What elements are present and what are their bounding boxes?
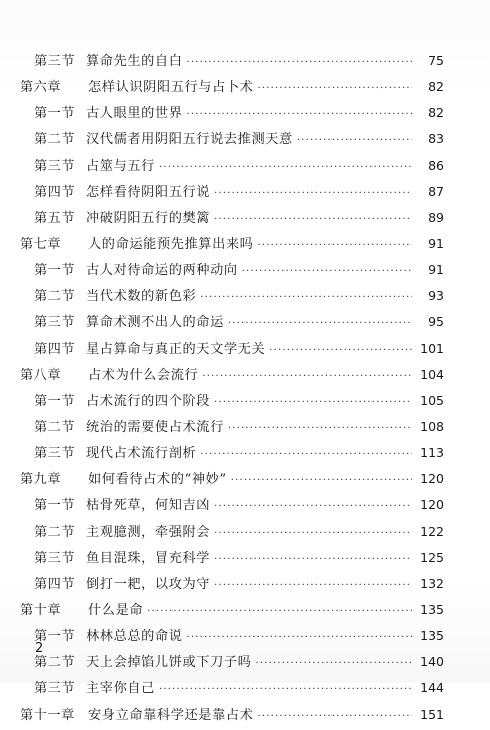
toc-entry-title: 安身立命靠科学还是靠占术	[88, 707, 254, 723]
toc-entry-page-number: 86	[428, 157, 444, 173]
toc-entry-title: 现代占术流行剖析	[86, 446, 197, 462]
toc-entry-page-number: 104	[420, 366, 444, 382]
dot-leader	[214, 573, 412, 599]
toc-entry-title: 天上会掉馅儿饼或下刀子吗	[86, 655, 252, 671]
toc-entry-label: 第二节	[34, 419, 76, 435]
toc-section-entry	[20, 48, 444, 74]
toc-entry-page-number: 82	[428, 105, 444, 121]
dot-leader	[257, 76, 412, 102]
toc-section-entry	[20, 153, 444, 179]
toc-section-entry	[20, 336, 444, 362]
toc-entry-label: 第一节	[34, 263, 76, 279]
toc-entry-title: 统治的需要使占术流行	[86, 419, 224, 435]
dot-leader	[187, 102, 412, 128]
toc-section-entry	[20, 545, 444, 571]
dot-leader	[255, 651, 412, 677]
page-number-footer: 2	[35, 641, 44, 656]
toc-entry-page-number: 87	[428, 183, 444, 199]
toc-chapter-entry	[20, 74, 444, 100]
dot-leader	[187, 50, 412, 76]
toc-entry-label: 第三节	[34, 446, 76, 462]
toc-entry-page-number: 140	[420, 654, 444, 670]
toc-entry-title: 鱼目混珠，冒充科学	[86, 550, 211, 566]
toc-entry-label: 第八章	[20, 367, 62, 383]
toc-entry-title: 占筮与五行	[86, 158, 155, 174]
dot-leader	[257, 233, 412, 259]
toc-entry-page-number: 113	[420, 445, 444, 461]
toc-entry-title: 汉代儒者用阴阳五行说去推测天意	[86, 132, 293, 148]
toc-entry-label: 第九章	[20, 472, 62, 488]
toc-chapter-entry	[20, 466, 444, 492]
toc-entry-page-number: 93	[428, 288, 444, 304]
toc-entry-page-number: 105	[420, 392, 444, 408]
dot-leader	[159, 677, 412, 703]
toc-entry-label: 第三节	[34, 158, 76, 174]
toc-entry-label: 第三节	[34, 681, 76, 697]
toc-section-entry	[20, 100, 444, 126]
toc-entry-title: 占术流行的四个阶段	[86, 393, 211, 409]
toc-entry-label: 第三节	[34, 315, 76, 331]
toc-entry-label: 第三节	[34, 550, 76, 566]
toc-section-entry	[20, 492, 444, 518]
toc-entry-title: 倒打一耙，以攻为守	[86, 576, 211, 592]
toc-entry-label: 第三节	[34, 54, 76, 69]
toc-chapter-entry	[20, 597, 444, 623]
toc-entry-title: 当代术数的新色彩	[86, 289, 197, 305]
toc-entry-title: 占术为什么会流行	[88, 367, 199, 383]
toc-entry-label: 第十章	[20, 602, 62, 618]
toc-entry-title: 枯骨死草，何知吉凶	[86, 498, 211, 514]
dot-leader	[228, 416, 412, 442]
toc-section-entry	[20, 675, 444, 701]
toc-entry-page-number: 135	[420, 628, 444, 644]
toc-entry-label: 第二节	[34, 132, 76, 148]
toc-entry-title: 怎样看待阴阳五行说	[86, 184, 211, 200]
toc-entry-title: 算命先生的自白	[86, 54, 183, 69]
toc-entry-page-number: 89	[428, 209, 444, 225]
table-of-contents	[20, 48, 444, 728]
toc-entry-title: 如何看待占术的“神妙”	[88, 472, 227, 488]
toc-entry-page-number: 75	[428, 53, 444, 68]
toc-section-entry	[20, 283, 444, 309]
toc-section-entry	[20, 388, 444, 414]
toc-entry-page-number: 120	[420, 471, 444, 487]
toc-entry-title: 古人对待命运的两种动向	[86, 263, 238, 279]
toc-section-entry	[20, 205, 444, 231]
dot-leader	[228, 311, 412, 337]
toc-section-entry	[20, 179, 444, 205]
dot-leader	[231, 468, 412, 494]
toc-section-entry	[20, 519, 444, 545]
dot-leader	[214, 547, 412, 573]
toc-entry-title: 星占算命与真正的天文学无关	[86, 341, 266, 357]
toc-entry-page-number: 95	[428, 314, 444, 330]
dot-leader	[214, 494, 412, 520]
dot-leader	[200, 285, 412, 311]
toc-entry-label: 第五节	[34, 210, 76, 226]
toc-section-entry	[20, 126, 444, 152]
toc-entry-title: 算命术测不出人的命运	[86, 315, 224, 331]
toc-entry-label: 第四节	[34, 576, 76, 592]
toc-entry-page-number: 125	[420, 549, 444, 565]
toc-entry-title: 人的命运能预先推算出来吗	[88, 236, 254, 252]
dot-leader	[214, 207, 412, 233]
toc-section-entry	[20, 414, 444, 440]
dot-leader	[200, 442, 412, 468]
toc-entry-title: 林林总总的命说	[86, 629, 183, 645]
toc-entry-page-number: 101	[420, 340, 444, 356]
toc-section-entry	[20, 571, 444, 597]
dot-leader	[214, 181, 412, 207]
toc-entry-page-number: 91	[428, 235, 444, 251]
toc-entry-label: 第六章	[20, 80, 62, 96]
toc-entry-page-number: 122	[420, 523, 444, 539]
toc-section-entry	[20, 623, 444, 649]
toc-entry-label: 第四节	[34, 341, 76, 357]
toc-entry-page-number: 82	[428, 79, 444, 95]
toc-entry-label: 第七章	[20, 236, 62, 252]
toc-chapter-entry	[20, 231, 444, 257]
toc-entry-page-number: 151	[420, 706, 444, 722]
toc-section-entry	[20, 257, 444, 283]
toc-entry-label: 第二节	[34, 524, 76, 540]
toc-section-entry	[20, 309, 444, 335]
toc-section-entry	[20, 649, 444, 675]
toc-entry-title: 主宰你自己	[86, 681, 155, 697]
toc-entry-page-number: 108	[420, 418, 444, 434]
dot-leader	[202, 364, 412, 390]
dot-leader	[214, 390, 412, 416]
dot-leader	[297, 128, 412, 154]
toc-section-entry	[20, 440, 444, 466]
toc-entry-page-number: 120	[420, 497, 444, 513]
toc-entry-title: 怎样认识阴阳五行与占卜术	[88, 80, 254, 96]
toc-entry-label: 第二节	[34, 289, 76, 305]
toc-entry-label: 第二节	[34, 655, 76, 671]
toc-entry-page-number: 132	[420, 575, 444, 591]
toc-entry-label: 第一节	[34, 629, 76, 645]
dot-leader	[187, 625, 412, 651]
toc-entry-title: 主观臆测，牵强附会	[86, 524, 211, 540]
dot-leader	[159, 155, 412, 181]
toc-entry-page-number: 83	[428, 131, 444, 147]
toc-entry-label: 第一节	[34, 393, 76, 409]
dot-leader	[257, 704, 412, 730]
toc-entry-label: 第一节	[34, 498, 76, 514]
toc-entry-label: 第四节	[34, 184, 76, 200]
dot-leader	[147, 599, 412, 625]
toc-chapter-entry	[20, 702, 444, 728]
dot-leader	[214, 521, 412, 547]
toc-chapter-entry	[20, 362, 444, 388]
dot-leader	[242, 259, 412, 285]
toc-entry-page-number: 144	[420, 680, 444, 696]
toc-entry-label: 第一节	[34, 106, 76, 122]
toc-entry-page-number: 91	[428, 262, 444, 278]
toc-entry-title: 古人眼里的世界	[86, 106, 183, 122]
toc-entry-label: 第十一章	[20, 707, 75, 723]
toc-entry-page-number: 135	[420, 601, 444, 617]
toc-entry-title: 冲破阴阳五行的樊篱	[86, 210, 211, 226]
toc-entry-title: 什么是命	[88, 602, 144, 618]
dot-leader	[269, 338, 412, 364]
